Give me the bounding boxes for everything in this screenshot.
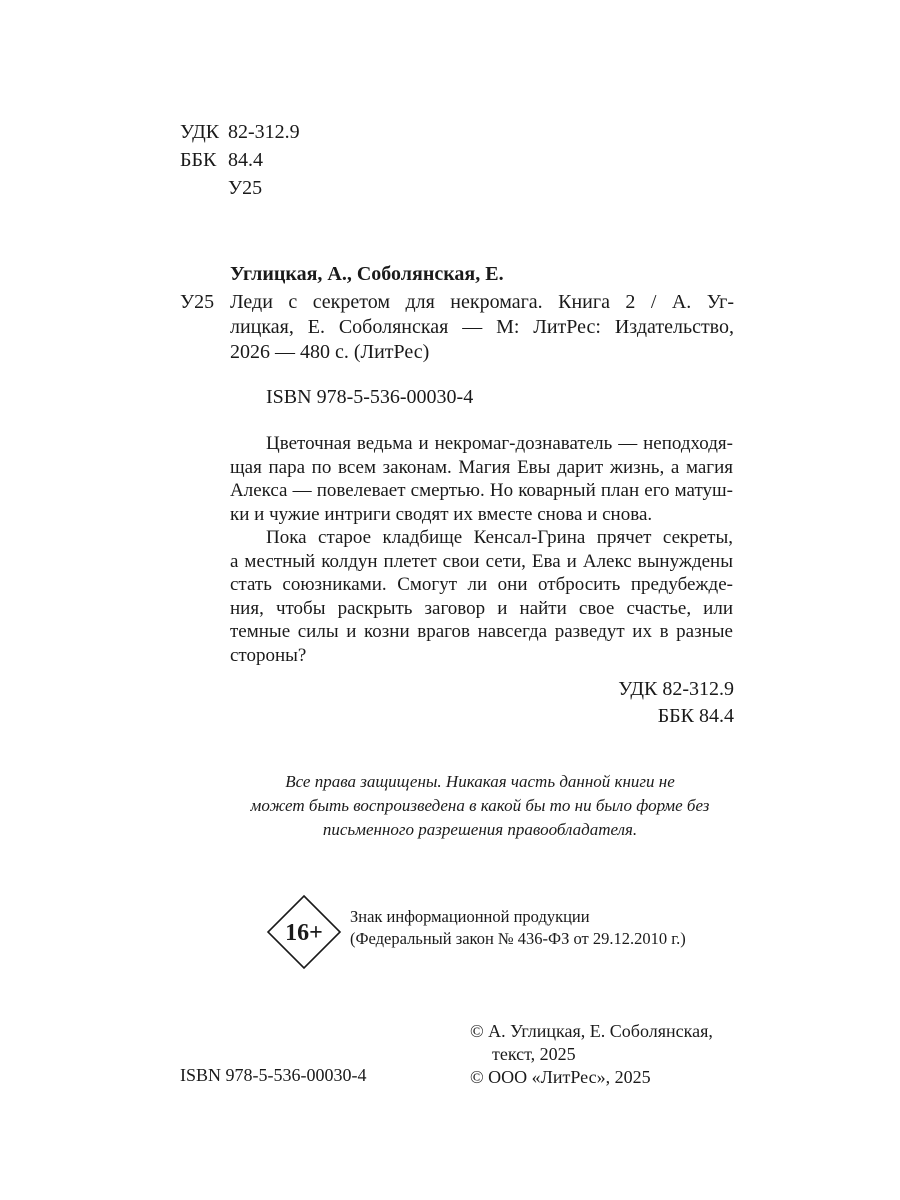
bbk-row: [180, 146, 300, 174]
udk-code: УДК 82-312.9: [618, 678, 734, 700]
udk-row: [180, 118, 300, 146]
udk-label: УДК: [180, 121, 220, 143]
udk-value: 82-312.9: [228, 121, 300, 143]
rights-notice: [220, 770, 740, 842]
top-classification-block: [180, 118, 300, 202]
copyright-line: © ООО «ЛитРес», 2025: [470, 1067, 651, 1087]
right-classification: [520, 676, 734, 730]
age-rating-value: 16+: [285, 920, 323, 946]
annotation-line: Пока старое кладбище Кенсал-Грина прячет секреты,: [266, 527, 733, 548]
annotation-line: ния, чтобы раскрыть заговор и найти свое счастье, или: [230, 597, 733, 619]
author-heading: Углицкая, А., Соболянская, Е.: [230, 263, 504, 285]
age-rating-badge: [266, 894, 342, 970]
annotation-line: стороны?: [230, 644, 307, 666]
diamond-icon: [266, 894, 342, 970]
annotation: [230, 432, 733, 667]
annotation-line: Цветочная ведьма и некромаг-дознаватель — неподходя-: [266, 433, 733, 454]
bbk-code: ББК 84.4: [657, 705, 734, 727]
annotation-line: ки и чужие интриги сводят их вместе снова и снова.: [230, 503, 653, 525]
age-rating-line-1: Знак информационной продукции: [350, 907, 590, 926]
copyright-line: текст, 2025: [492, 1044, 576, 1064]
author-mark-code: У25: [180, 291, 215, 313]
author-mark-top: У25: [228, 177, 263, 199]
bbk-value: 84.4: [228, 149, 263, 171]
description-line: Леди с секретом для некромага. Книга 2 / А. Уг-: [230, 291, 734, 313]
description-line: лицкая, Е. Соболянская — М: ЛитРес: Издательство,: [230, 316, 734, 338]
author-mark-row: [180, 174, 300, 202]
copyright-line: © А. Углицкая, Е. Соболянская,: [470, 1021, 713, 1041]
annotation-line: темные силы и козни врагов навсегда разведут их в разные: [230, 621, 733, 642]
annotation-line: стать союзниками. Смогут ли они отбросить предубежде-: [230, 574, 733, 595]
record-isbn: ISBN 978-5-536-00030-4: [266, 386, 474, 408]
copyright-block: [470, 1020, 740, 1089]
bibliographic-description: [230, 290, 734, 365]
bbk-label: ББК: [180, 149, 217, 171]
annotation-line: а местный колдун плетет свои сети, Ева и Алекс вынуждены: [230, 550, 733, 572]
description-line: 2026 — 480 с. (ЛитРес): [230, 341, 430, 363]
rights-line: Все права защищены. Никакая часть данной книги не: [285, 772, 675, 791]
footer-isbn: ISBN 978-5-536-00030-4: [180, 1065, 367, 1085]
age-rating-text: [350, 906, 686, 950]
rights-line: письменного разрешения правообладателя.: [322, 820, 638, 839]
annotation-line: щая пара по всем законам. Магия Евы дарит жизнь, а магия: [230, 456, 733, 478]
annotation-line: Алекса — повелевает смертью. Но коварный план его матуш-: [230, 480, 733, 501]
age-rating-line-2: (Федеральный закон № 436-ФЗ от 29.12.2010 г.): [350, 929, 686, 948]
rights-line: может быть воспроизведена в какой бы то ни было форме без: [250, 796, 710, 815]
